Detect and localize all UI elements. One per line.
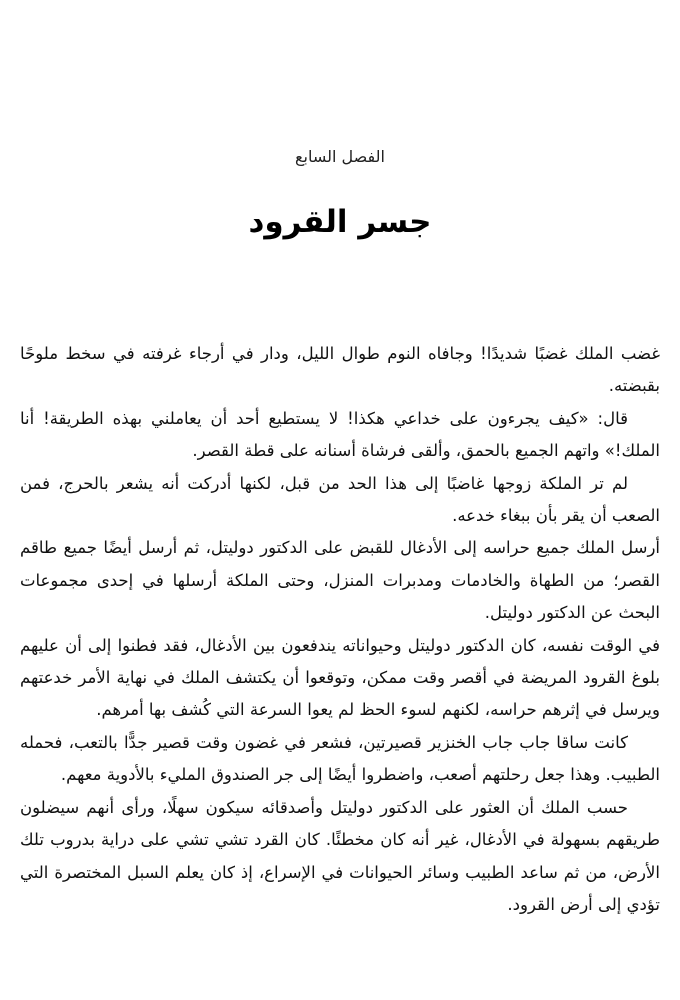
paragraph: غضب الملك غضبًا شديدًا! وجافاه النوم طوال الليل، ودار في أرجاء غرفته في سخط ملوحًا بقبضته. xyxy=(20,344,660,396)
paragraph: قال: «كيف يجرءون على خداعي هكذا! لا يستطيع أحد أن يعاملني بهذه الطريقة! أنا الملك!» واتهم الجميع بالحمق، وألقى فرشاة أسنانه على قطة القصر. xyxy=(20,408,660,461)
paragraph: كانت ساقا جاب جاب الخنزير قصيرتين، فشعر في غضون وقت قصير جدًّا بالتعب، فحمله الطبيب. وهذا جعل رحلتهم أصعب، واضطروا أيضًا إلى جر الصندوق المليء بالأدوية معهم. xyxy=(20,732,660,785)
paragraph: في الوقت نفسه، كان الدكتور دوليتل وحيواناته يندفعون بين الأدغال، فقد فطنوا إلى أن عليهم بلوغ القرود المريضة في أقصر وقت ممكن، وتوقعوا أن يكتشف الملك في نهاية الأمر خدعتهم ويرسل في إثرهم حراسه، لكنهم لسوء الحظ لم يعوا السرعة التي كُشف بها أمرهم. xyxy=(20,635,660,720)
paragraph: حسب الملك أن العثور على الدكتور دوليتل وأصدقائه سيكون سهلًا، ورأى أنهم سيضلون طريقهم بسهولة في الأدغال، غير أنه كان مخطئًا. كان القرد تشي تشي على دراية بدروب تلك الأرض، من ثم ساعد الطبيب وسائر الحيوانات في الإسراع، إذ كان يعلم السبل المختصرة التي تؤدي إلى أرض القرود. xyxy=(20,797,660,914)
chapter-label: الفصل السابع xyxy=(295,147,385,166)
chapter-title: جسر القرود xyxy=(248,204,432,240)
chapter-body xyxy=(20,338,660,921)
paragraph: أرسل الملك جميع حراسه إلى الأدغال للقبض على الدكتور دوليتل، ثم أرسل أيضًا جميع طاقم القصر؛ من الطهاة والخادمات ومدبرات المنزل، وحتى الملكة أرسلها في إحدى مجموعات البحث عن الدكتور دوليتل. xyxy=(20,538,660,623)
paragraph: لم تر الملكة زوجها غاضبًا إلى هذا الحد من قبل، لكنها أدركت أنه يشعر بالحرج، فمن الصعب أن يقر بأن ببغاء خدعه. xyxy=(20,473,660,526)
